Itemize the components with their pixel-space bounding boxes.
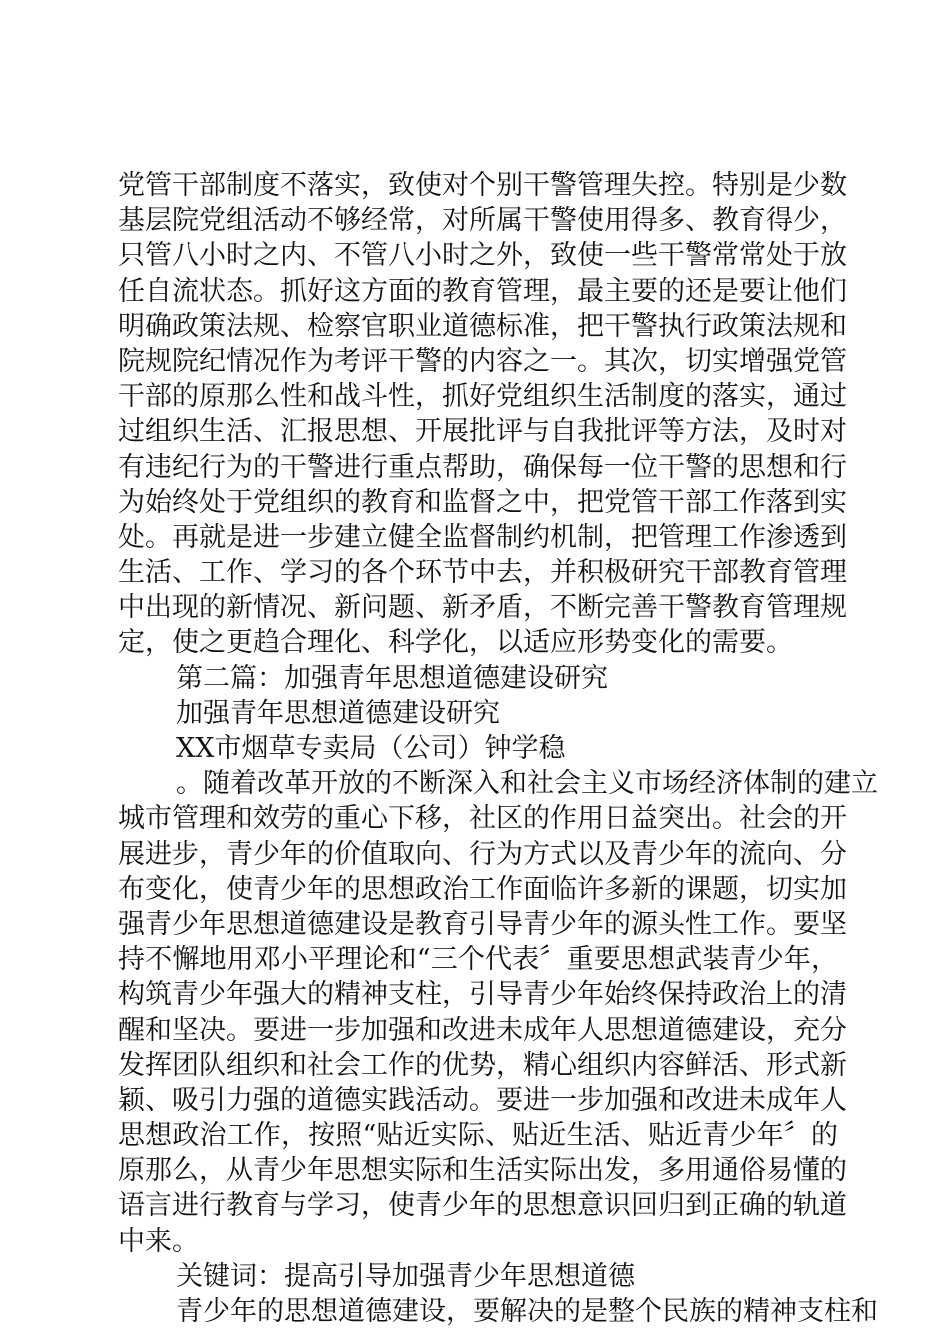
article-title: 加强青年思想道德建设研究 xyxy=(176,697,500,729)
paragraph-1 xyxy=(118,168,847,661)
text-line: 党管干部制度不落实，致使对个别干警管理失控。特别是少数 xyxy=(118,170,847,201)
document-page xyxy=(118,168,878,1329)
text-line: 基层院党组活动不够经常，对所属干警使用得多、教育得少， xyxy=(118,205,847,237)
text-line: 院规院纪情况作为考评干警的内容之一。其次，切实增强党管 xyxy=(118,345,847,377)
text-line: 强青少年思想道德建设是教育引导青少年的源头性工作。要坚 xyxy=(118,908,847,940)
text-line: 中来。 xyxy=(118,1225,199,1257)
text-line: 展进步，青少年的价值取向、行为方式以及青少年的流向、分 xyxy=(118,838,847,870)
chapter-heading: 第二篇：加强青年思想道德建设研究 xyxy=(176,662,608,694)
text-line: 过组织生活、汇报思想、开展批评与自我批评等方法，及时对 xyxy=(118,416,847,448)
text-line: 城市管理和效劳的重心下移，社区的作用日益突出。社会的开 xyxy=(118,803,847,835)
text-line: 思想政治工作，按照“贴近实际、贴近生活、贴近青少年〞的 xyxy=(118,1120,838,1152)
text-line: 中出现的新情况、新问题、新矛盾，不断完善干警教育管理规 xyxy=(118,592,847,624)
author-line: XX市烟草专卖局（公司）钟学稳 xyxy=(176,733,566,764)
abstract-paragraph xyxy=(118,766,878,1259)
text-line: 为始终处于党组织的教育和监督之中，把党管干部工作落到实 xyxy=(118,486,847,518)
text-line: 布变化，使青少年的思想政治工作面临许多新的课题，切实加 xyxy=(118,873,847,905)
text-line: 生活、工作、学习的各个环节中去，并积极研究干部教育管理 xyxy=(118,557,847,589)
text-line: 只管八小时之内、不管八小时之外，致使一些干警常常处于放 xyxy=(118,240,847,272)
text-line: 颖、吸引力强的道德实践活动。要进一步加强和改进未成年人 xyxy=(118,1084,847,1116)
text-line: 明确政策法规、检察官职业道德标准，把干警执行政策法规和 xyxy=(118,310,847,342)
text-line: 处。再就是进一步建立健全监督制约机制，把管理工作渗透到 xyxy=(118,521,847,553)
text-line: 定，使之更趋合理化、科学化，以适应形势变化的需要。 xyxy=(118,627,793,659)
text-line: 。随着改革开放的不断深入和社会主义市场经济体制的建立 xyxy=(176,768,878,800)
text-line: 有违纪行为的干警进行重点帮助，确保每一位干警的思想和行 xyxy=(118,451,847,483)
text-line: 干部的原那么性和战斗性，抓好党组织生活制度的落实，通过 xyxy=(118,381,847,413)
text-line: 语言进行教育与学习，使青少年的思想意识回归到正确的轨道 xyxy=(118,1190,847,1222)
body-start-line: 青少年的思想道德建设，要解决的是整个民族的精神支柱和 xyxy=(176,1296,878,1327)
text-line: 持不懈地用邓小平理论和“三个代表〞重要思想武装青少年， xyxy=(118,944,838,976)
text-line: 构筑青少年强大的精神支柱，引导青少年始终保持政治上的清 xyxy=(118,979,847,1011)
text-line: 醒和坚决。要进一步加强和改进未成年人思想道德建设，充分 xyxy=(118,1014,847,1046)
text-line: 原那么，从青少年思想实际和生活实际出发，多用通俗易懂的 xyxy=(118,1155,847,1187)
keywords-line: 关键词：提高引导加强青少年思想道德 xyxy=(176,1260,635,1292)
text-line: 任自流状态。抓好这方面的教育管理，最主要的还是要让他们 xyxy=(118,275,847,307)
text-line: 发挥团队组织和社会工作的优势，精心组织内容鲜活、形式新 xyxy=(118,1049,847,1081)
